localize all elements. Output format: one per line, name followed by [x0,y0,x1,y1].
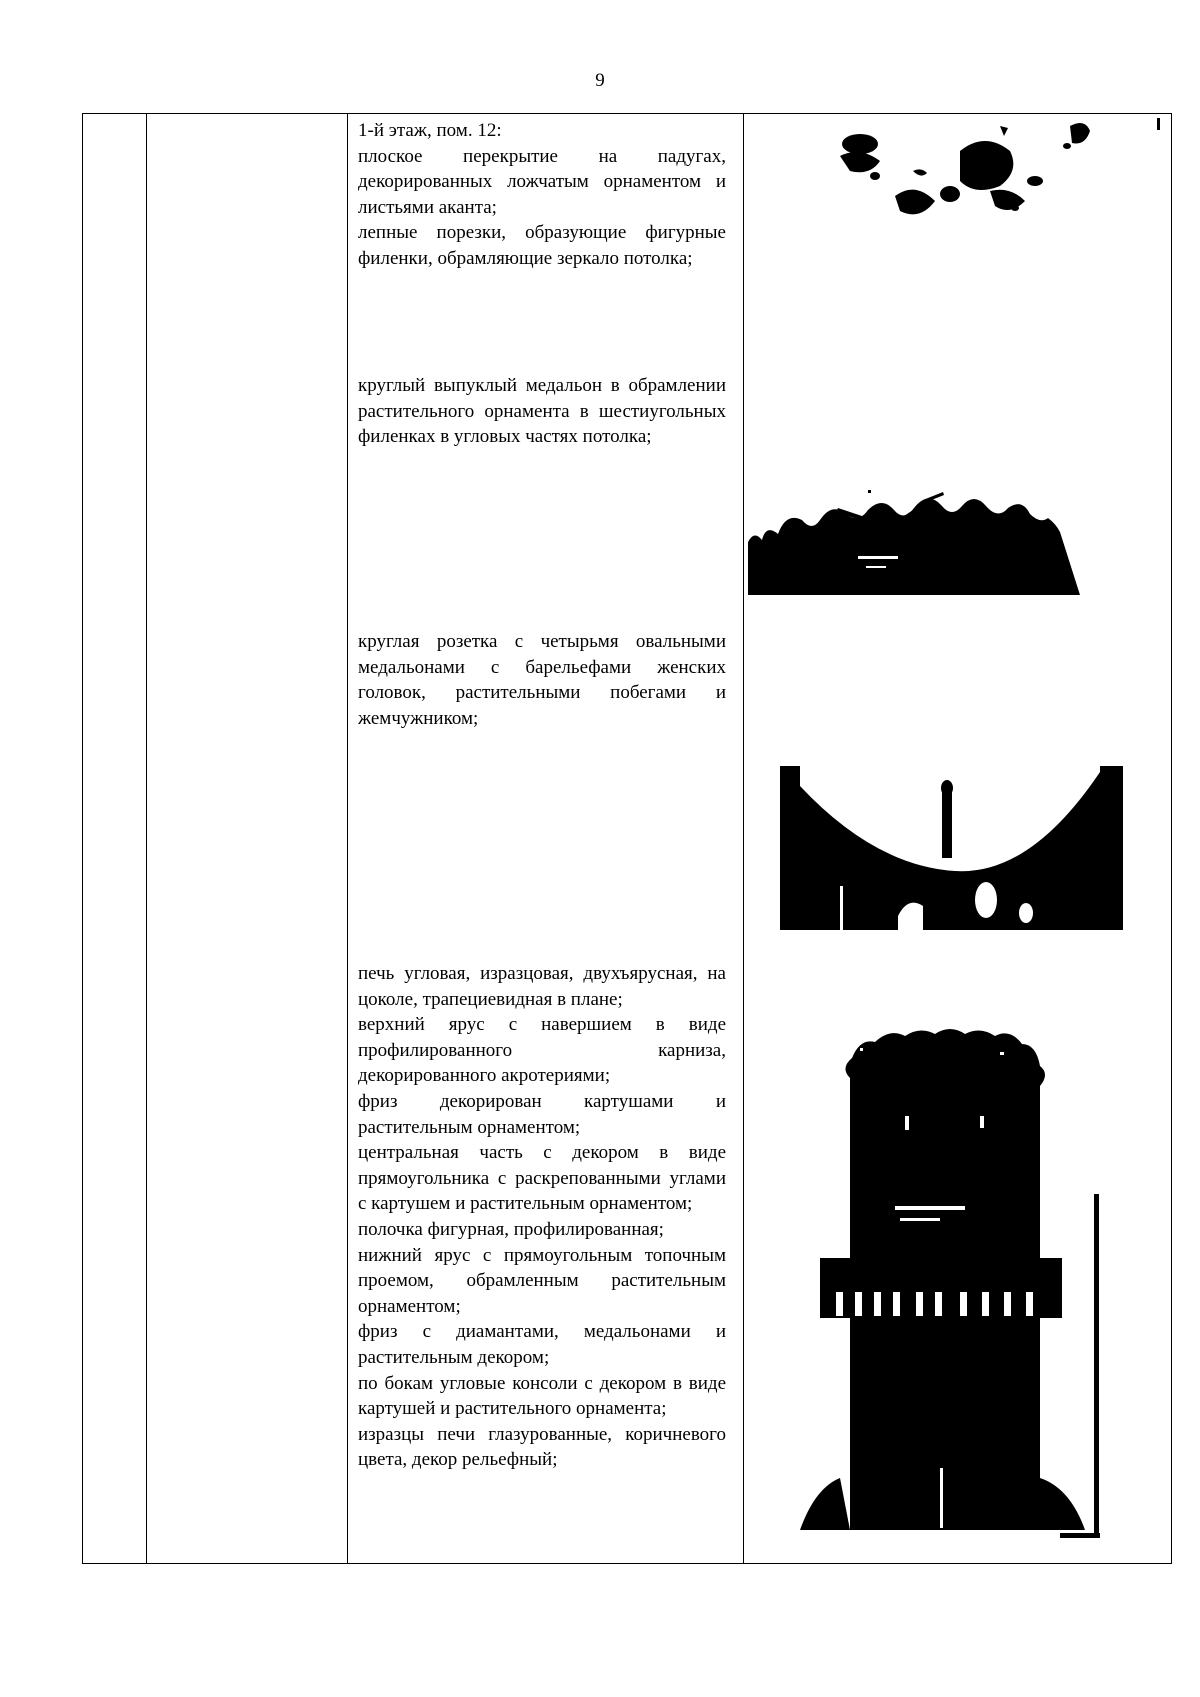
column-divider-2 [347,114,348,1563]
page-number: 9 [595,70,605,91]
description-line: нижний ярус с прямоугольным топочным проемом, обрамленным растительным орнаментом; [358,1244,726,1317]
description-block-2 [358,373,726,450]
medallion-photo [748,480,1088,595]
description-line: по бокам угловые консоли с декором в виде картушей и растительного орнамента; [358,1372,726,1420]
description-block-3 [358,629,726,731]
description-line: 1-й этаж, пом. 12: [358,120,502,141]
description-block-1 [358,118,726,272]
column-divider-3 [743,114,744,1563]
description-line: печь угловая, изразцовая, двухъярусная, на цоколе, трапециевидная в плане; [358,963,726,1010]
description-line: круглый выпуклый медальон в обрамлении растительного орнамента в шестиугольных филенках в угловых частях потолка; [358,375,726,448]
ceiling-ornament-photo [745,116,1165,276]
rosette-photo [780,766,1123,930]
column-divider-1 [146,114,147,1563]
description-line: фриз декорирован картушами и растительным орнаментом; [358,1090,726,1138]
description-line: фриз с диамантами, медальонами и растительным декором; [358,1321,726,1368]
description-line: круглая розетка с четырьмя овальными медальонами с барельефами женских головок, растительными побегами и жемчужником; [358,631,726,729]
description-line: изразцы печи глазурованные, коричневого цвета, декор рельефный; [358,1423,726,1471]
description-line: лепные порезки, образующие фигурные филенки, обрамляющие зеркало потолка; [358,222,726,269]
description-line: центральная часть с декором в виде прямоугольника с раскрепованными углами с картушем и растительным орнаментом; [358,1142,726,1215]
description-block-4 [358,961,726,1473]
description-line: плоское перекрытие на падугах, декорированных ложчатым орнаментом и листьями аканта; [358,145,726,218]
stove-photo [800,1018,1100,1538]
description-line: полочка фигурная, профилированная; [358,1218,664,1240]
description-line: верхний ярус с навершием в виде профилированного карниза, декорированного акротериями; [358,1014,726,1087]
